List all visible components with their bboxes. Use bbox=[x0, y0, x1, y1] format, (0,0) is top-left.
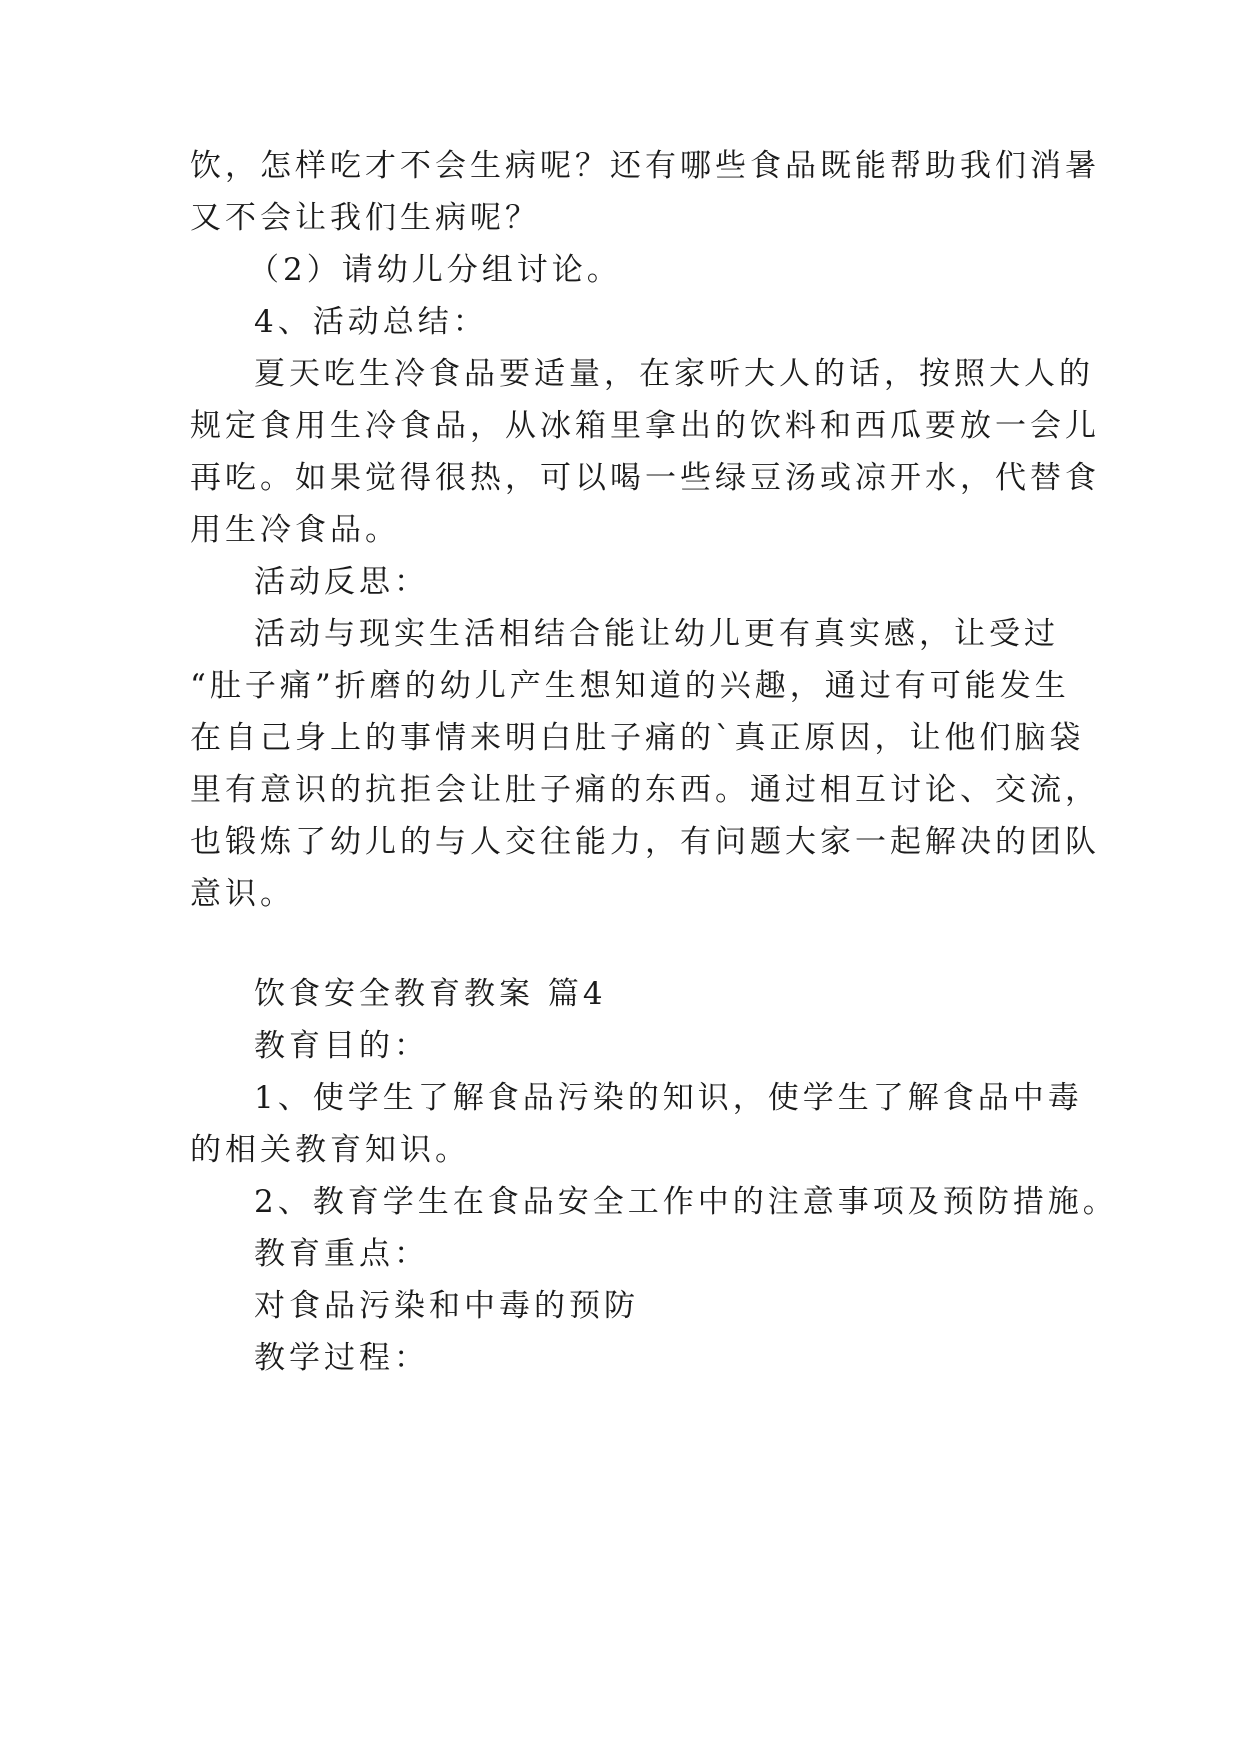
paragraph-line: 也锻炼了幼儿的与人交往能力，有问题大家一起解决的团队 bbox=[190, 824, 1100, 860]
section-heading: 教育目的： bbox=[254, 1028, 429, 1064]
section-heading: 教育重点： bbox=[254, 1236, 429, 1272]
paragraph-line: 再吃。如果觉得很热，可以喝一些绿豆汤或凉开水，代替食 bbox=[190, 460, 1100, 496]
section-heading: 教学过程： bbox=[254, 1340, 429, 1376]
paragraph-line: 对食品污染和中毒的预防 bbox=[254, 1288, 639, 1324]
paragraph-line: 2、教育学生在食品安全工作中的注意事项及预防措施。 bbox=[254, 1184, 1118, 1220]
section-heading: 活动反思： bbox=[254, 564, 429, 600]
paragraph-line: 又不会让我们生病呢？ bbox=[190, 200, 540, 236]
paragraph-line: 用生冷食品。 bbox=[190, 512, 400, 548]
paragraph-line: 1、使学生了解食品污染的知识，使学生了解食品中毒 bbox=[254, 1080, 1083, 1116]
paragraph-line: 饮，怎样吃才不会生病呢？还有哪些食品既能帮助我们消暑 bbox=[190, 148, 1100, 184]
paragraph-line: 意识。 bbox=[190, 876, 295, 912]
paragraph-line: 里有意识的抗拒会让肚子痛的东西。通过相互讨论、交流， bbox=[190, 772, 1100, 808]
document-title: 饮食安全教育教案 篇4 bbox=[254, 976, 607, 1012]
paragraph-line: “肚子痛”折磨的幼儿产生想知道的兴趣，通过有可能发生 bbox=[190, 668, 1070, 704]
paragraph-line: （2）请幼儿分组讨论。 bbox=[248, 252, 622, 288]
paragraph-line: 的相关教育知识。 bbox=[190, 1132, 470, 1168]
paragraph-line: 在自己身上的事情来明白肚子痛的`真正原因，让他们脑袋 bbox=[190, 720, 1085, 756]
paragraph-line: 夏天吃生冷食品要适量，在家听大人的话，按照大人的 bbox=[254, 356, 1094, 392]
section-heading: 4、活动总结： bbox=[254, 304, 488, 340]
paragraph-line: 规定食用生冷食品，从冰箱里拿出的饮料和西瓜要放一会儿 bbox=[190, 408, 1100, 444]
paragraph-line: 活动与现实生活相结合能让幼儿更有真实感，让受过 bbox=[254, 616, 1059, 652]
